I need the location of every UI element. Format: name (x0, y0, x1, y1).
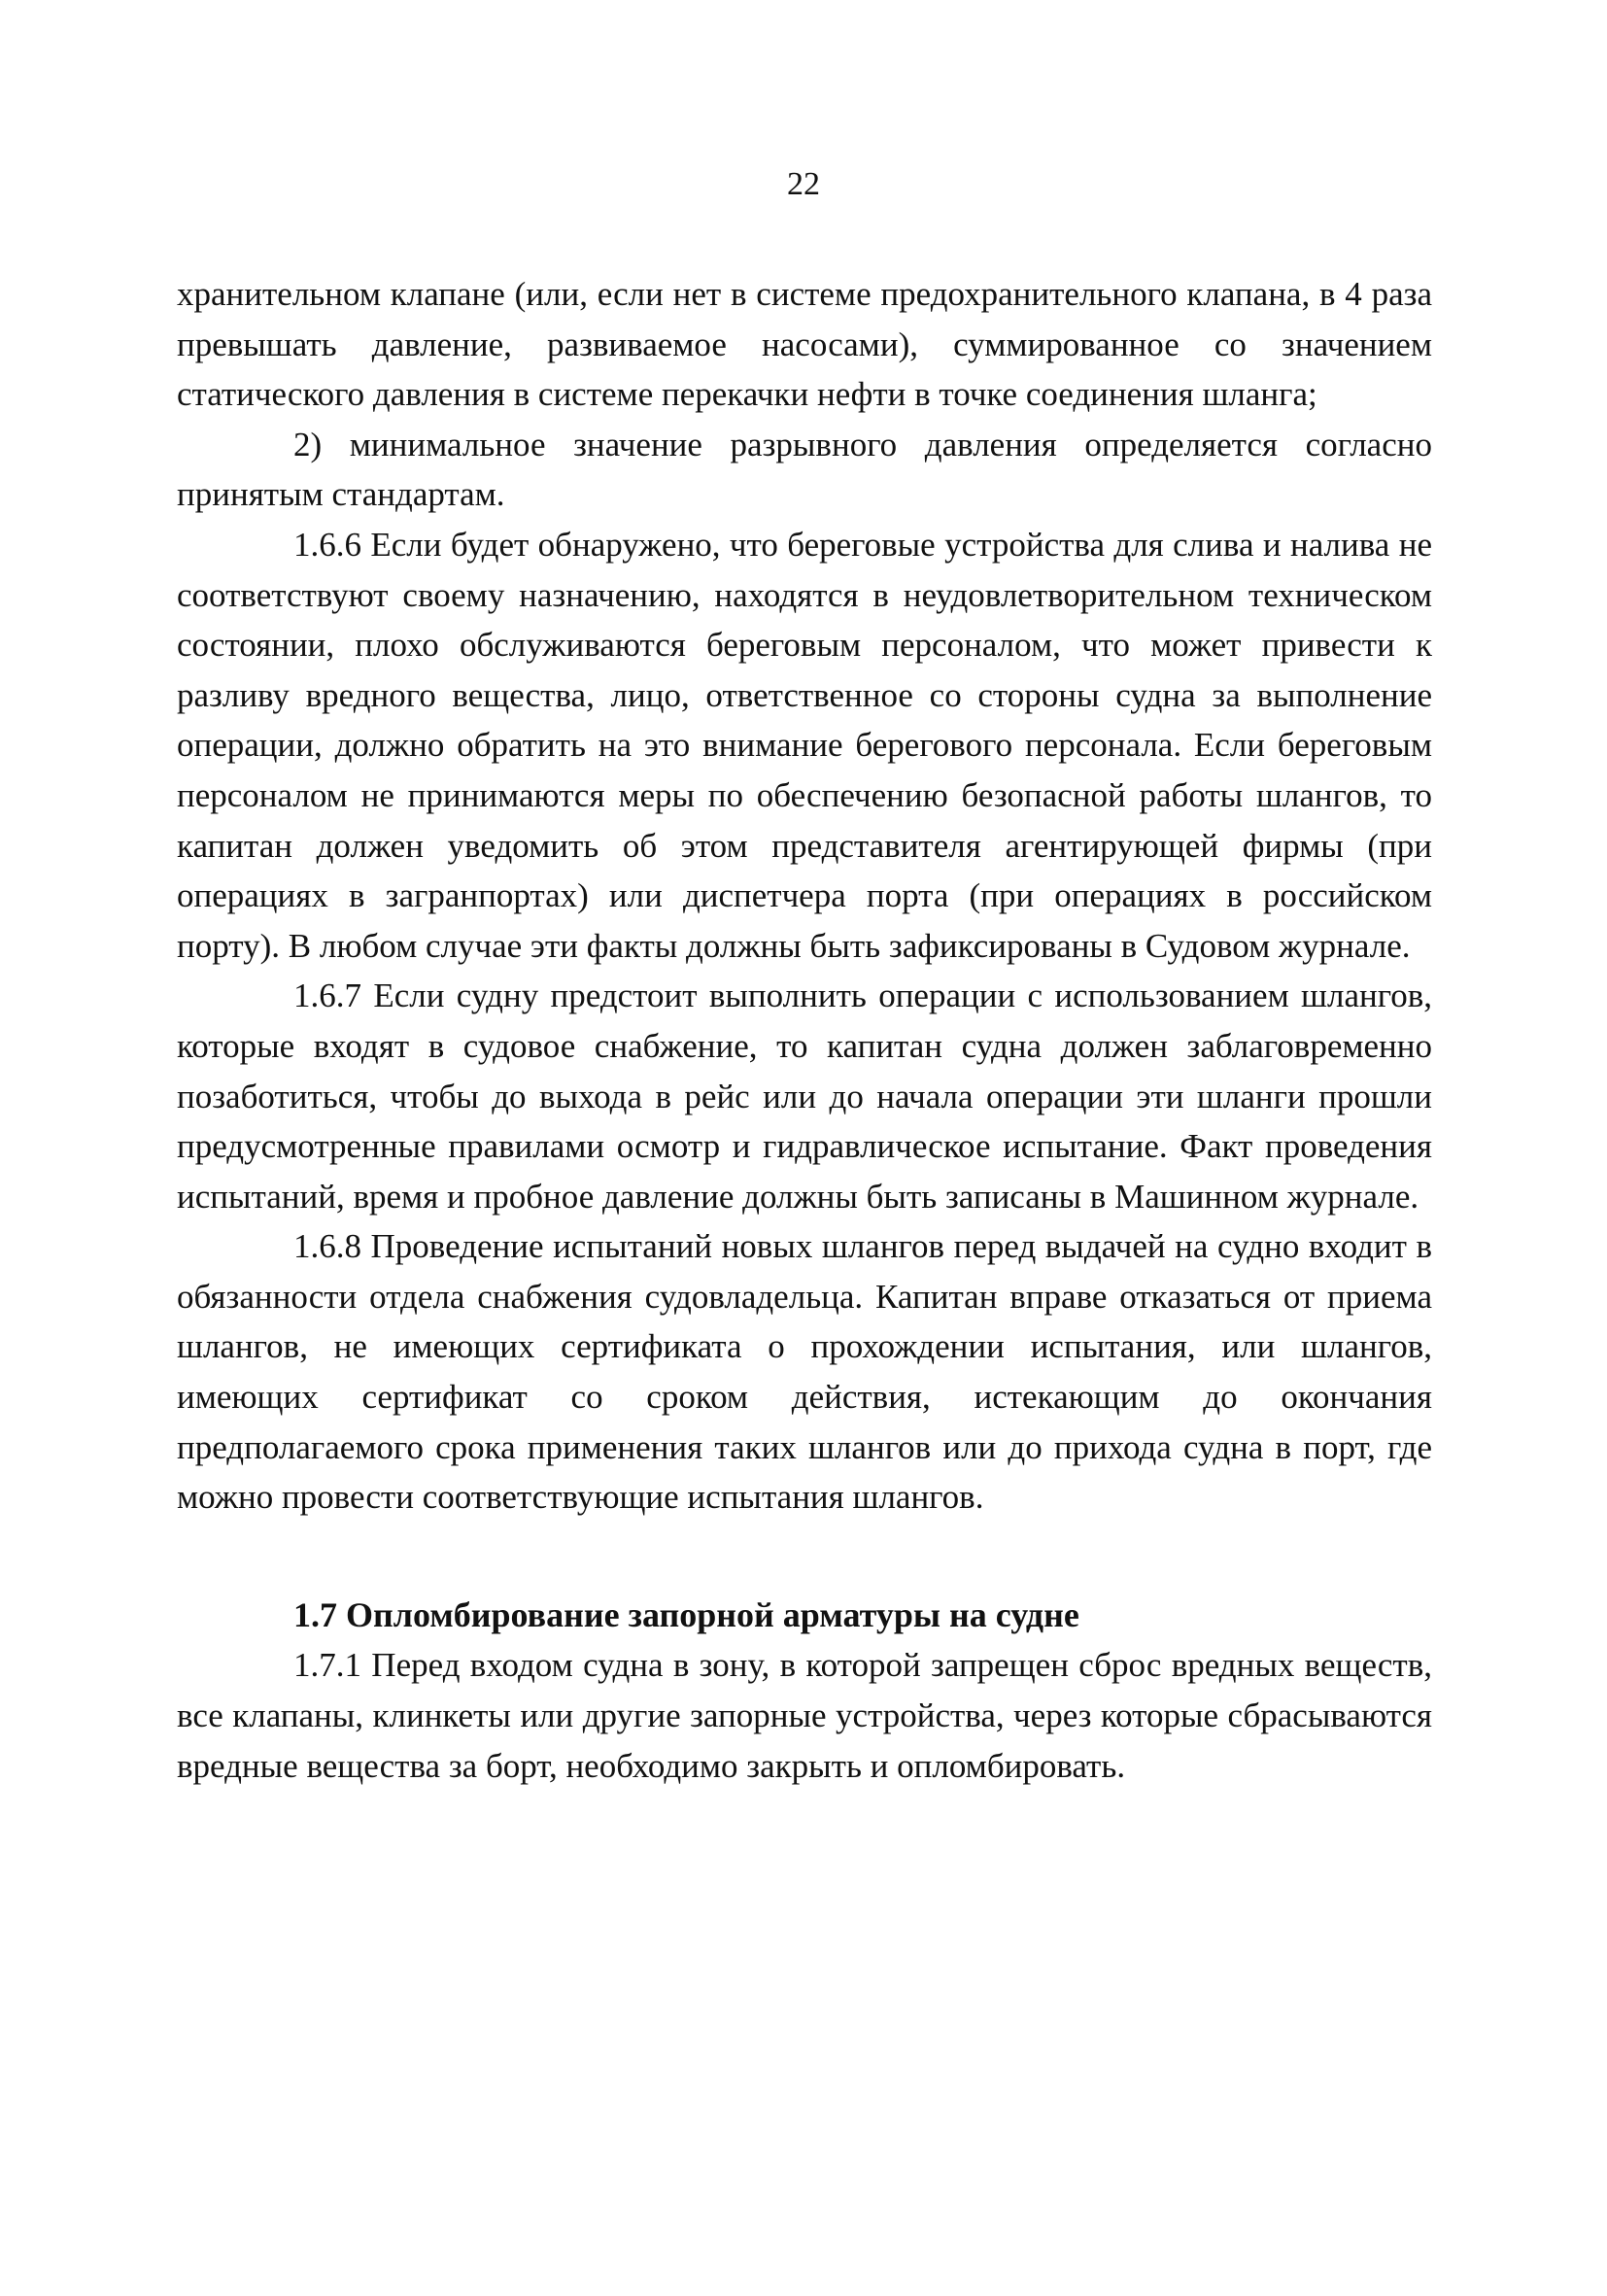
paragraph-1-7-1: 1.7.1 Перед входом судна в зону, в которой запрещен сброс вредных веществ, все клапаны, клинкеты или другие запорные устройства, через которые сбрасываются вредные вещества за борт, необходимо закрыть и опломбировать. (177, 1646, 1432, 1785)
paragraph-1-6-8: 1.6.8 Проведение испытаний новых шлангов перед выдачей на судно входит в обязанности отдела снабжения судовладельца. Капитан вправе отказаться от приема шлангов, не имеющих сертификата о прохождении испытания, или шлангов, имеющих сертификат со сроком действия, истекающим до окончания предполагаемого срока применения таких шлангов или до прихода судна в порт, где можно провести соответствующие испытания шлангов. (177, 1227, 1432, 1517)
document-body (177, 269, 1432, 1791)
paragraph-continuation: хранительном клапане (или, если нет в системе предохранительного клапана, в 4 раза превышать давление, развиваемое насосами), суммированное со значением статического давления в системе перекачки нефти в точке соединения шланга; (177, 275, 1432, 414)
paragraph-1-6-6: 1.6.6 Если будет обнаружено, что береговые устройства для слива и налива не соответствуют своему назначению, находятся в неудовлетворительном техническом состоянии, плохо обслуживаются береговым персоналом, что может привести к разливу вредного вещества, лицо, ответственное со стороны судна за выполнение операции, должно обратить на это внимание берегового персонала. Если береговым персоналом не принимаются меры по обеспечению безопасной работы шлангов, то капитан должен уведомить об этом представителя агентирующей фирмы (при операциях в загранпортах) или диспетчера порта (при операциях в российском порту). В любом случае эти факты должны быть зафиксированы в Судовом журнале. (177, 525, 1432, 965)
paragraph-item-2: 2) минимальное значение разрывного давления определяется согласно принятым стандартам. (177, 425, 1432, 514)
section-heading-1-7: 1.7 Опломбирование запорной арматуры на судне (293, 1594, 1079, 1634)
paragraph-1-6-7: 1.6.7 Если судну предстоит выполнить операции с использованием шлангов, которые входят в судовое снабжение, то капитан судна должен заблаговременно позаботиться, чтобы до выхода в рейс или до начала операции эти шланги прошли предусмотренные правилами осмотр и гидравлическое испытание. Факт проведения испытаний, время и пробное давление должны быть записаны в Машинном журнале. (177, 977, 1432, 1216)
page-number: 22 (787, 166, 820, 202)
